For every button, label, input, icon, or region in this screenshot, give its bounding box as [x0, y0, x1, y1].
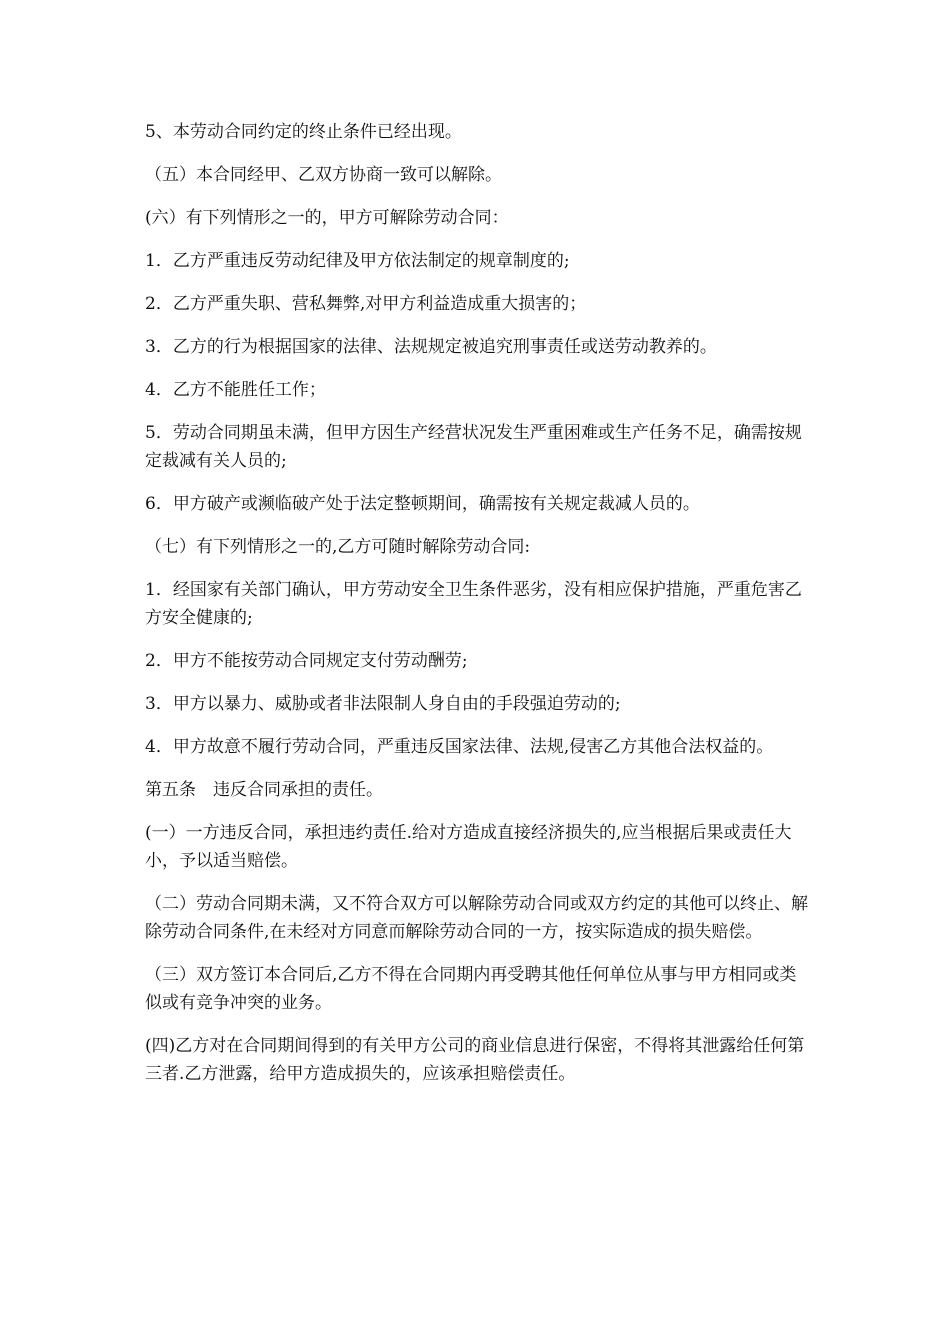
- paragraph: （二）劳动合同期未满，又不符合双方可以解除劳动合同或双方约定的其他可以终止、解除劳动合同条件,在未经对方同意而解除劳动合同的一方，按实际造成的损失赔偿。: [145, 894, 808, 942]
- paragraph: 4．甲方故意不履行劳动合同，严重违反国家法律、法规,侵害乙方其他合法权益的。: [145, 737, 774, 757]
- paragraph: 1．经国家有关部门确认，甲方劳动安全卫生条件恶劣，没有相应保护措施，严重危害乙方安全健康的;: [145, 580, 802, 628]
- paragraph: （七）有下列情形之一的,乙方可随时解除劳动合同:: [145, 537, 531, 557]
- paragraph: 1．乙方严重违反劳动纪律及甲方依法制定的规章制度的;: [145, 251, 570, 271]
- paragraph: 4．乙方不能胜任工作；: [145, 380, 326, 400]
- paragraph: (六）有下列情形之一的，甲方可解除劳动合同：: [145, 208, 509, 228]
- paragraph: (一）一方违反合同，承担违约责任.给对方造成直接经济损失的,应当根据后果或责任大小，予以适当赔偿。: [145, 823, 792, 871]
- paragraph: (四)乙方对在合同期间得到的有关甲方公司的商业信息进行保密，不得将其泄露给任何第三者.乙方泄露，给甲方造成损失的，应该承担赔偿责任。: [145, 1036, 805, 1084]
- paragraph: 5．劳动合同期虽未满，但甲方因生产经营状况发生严重困难或生产任务不足，确需按规定裁减有关人员的;: [145, 423, 802, 471]
- paragraph: 3．乙方的行为根据国家的法律、法规规定被追究刑事责任或送劳动教养的。: [145, 337, 717, 357]
- document-body: [145, 118, 810, 1103]
- paragraph: 3．甲方以暴力、威胁或者非法限制人身自由的手段强迫劳动的;: [145, 694, 621, 714]
- paragraph: 5、本劳动合同约定的终止条件已经出现。: [145, 122, 462, 142]
- article-heading: 第五条 违反合同承担的责任。: [145, 780, 383, 800]
- paragraph: 6．甲方破产或濒临破产处于法定整顿期间，确需按有关规定裁减人员的。: [145, 494, 700, 514]
- paragraph: 2．乙方严重失职、营私舞弊,对甲方利益造成重大损害的；: [145, 294, 587, 314]
- paragraph: 2．甲方不能按劳动合同规定支付劳动酬劳;: [145, 651, 468, 671]
- paragraph: （五）本合同经甲、乙双方协商一致可以解除。: [145, 165, 502, 185]
- paragraph: （三）双方签订本合同后,乙方不得在合同期内再受聘其他任何单位从事与甲方相同或类似或有竞争冲突的业务。: [145, 965, 797, 1013]
